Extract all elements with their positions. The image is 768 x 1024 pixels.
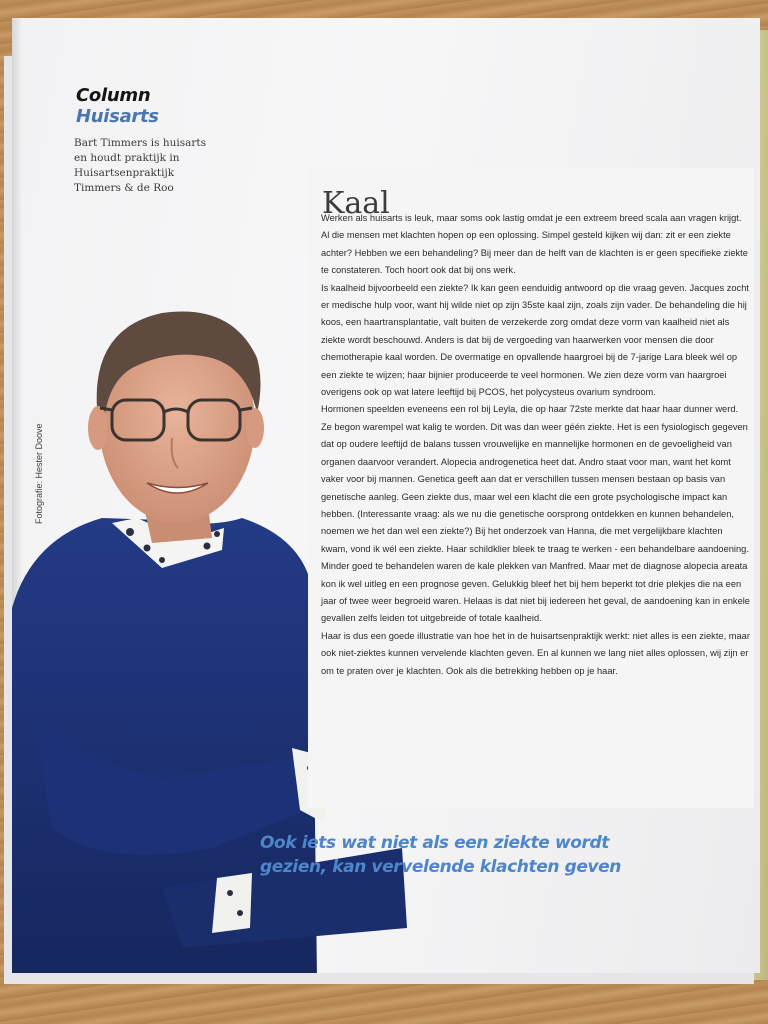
column-header (76, 86, 159, 128)
pull-quote (260, 831, 680, 879)
bio-line: en houdt praktijk in (74, 152, 180, 164)
bio-line: Bart Timmers is huisarts (74, 137, 207, 149)
paragraph: Hormonen speelden eveneens een rol bij Leyla, die op haar 72ste merkte dat haar haar dunner werd. Ze begon warempel wat kalig te worden. Dit was dan weer géén ziekte. Het is een fysiologisch gegeven dat op oudere leeftijd de balans tussen vrouwelijke en mannelijke hormonen en de gevoeligheid van organen daarvoor verandert. Alopecia androgenetica heet dat. Andro staat voor man, want het komt vaker voor bij mannen. Genetica geeft aan dat er verschillen tussen mensen bestaan op basis van genetische aanleg. Geen ziekte dus, maar wel een klacht die een grote psychologische impact kan hebben. (Interessante vraag: als we nu die genetische oorsprong ontdekken en kunnen behandelen, noemen we het dan wel een ziekte?) Bij het onderzoek van Hanna, die met vergelijkbare klachten kwam, vond ik wél een ziekte. Haar schildklier bleek te traag te werken - een behandelbare aandoening. Minder goed te behandelen waren de kale plekken van Manfred. Maar met de diagnose alopecia areata kon ik wel uitleg en een prognose geven. Gelukkig bleef het bij hem beperkt tot drie plekjes die na een jaar of twee weer begroeid waren. Helaas is dat niet bij iedereen het geval, de aandoening kan in enkele gevallen zelfs leiden tot uitgebreide of totale kaalheid. (321, 404, 750, 624)
article-title: Kaal (322, 186, 390, 222)
column-label: Column (76, 85, 151, 106)
bio-line: Timmers & de Roo (74, 182, 174, 194)
paragraph: Haar is dus een goede illustratie van hoe het in de huisartsenpraktijk werkt: niet alles is een ziekte, maar ook niet-ziektes kunnen vervelende klachten geven. En al kunnen we lang niet alles oplossen, wij zijn er om te praten over je klachten. Ook als die betrekking hebben op je haar. (321, 630, 750, 676)
paragraph: Is kaalheid bijvoorbeeld een ziekte? Ik kan geen eenduidig antwoord op die vraag geven. Jacques zocht er medische hulp voor, want hij wilde niet op zijn 35ste kaal zijn, zoals zijn vader. De behandeling die hij koos, een haartransplantatie, valt buiten de verzekerde zorg omdat deze vorm van kaalheid niet als ziekte wordt beschouwd. Anders is dat bij de vergoeding van haarwerken voor mensen die door chemotherapie kaal worden. De overmatige en opvallende haargroei bij de 7-jarige Lara bleek wél op een ziekte te wijzen; haar bijnier produceerde te veel hormonen. We zien deze vorm van haargroei overigens ook op wat latere leeftijd bij PCOS, het polycysteus ovarium syndroom. (321, 282, 749, 398)
paragraph: Werken als huisarts is leuk, maar soms ook lastig omdat je een extreem breed scala aan vragen krijgt. Al die mensen met klachten hopen op een oplossing. Simpel gesteld kijken wij dan: zit er een ziekte achter? Hebben we een behandeling? Bij meer dan de helft van de klachten is er geen specifieke ziekte te constateren. Toch hoort ook dat bij ons werk. (321, 213, 748, 276)
magazine-page (12, 18, 760, 973)
bio-line: Huisartsenpraktijk (74, 167, 175, 179)
pull-quote-line: gezien, kan vervelende klachten geven (260, 857, 621, 877)
column-section: Huisarts (76, 106, 159, 127)
article-body (321, 210, 751, 680)
author-bio (74, 136, 224, 196)
pull-quote-line: Ook iets wat niet als een ziekte wordt (260, 833, 610, 853)
photo-credit: Fotografie: Hester Doove (34, 423, 44, 524)
